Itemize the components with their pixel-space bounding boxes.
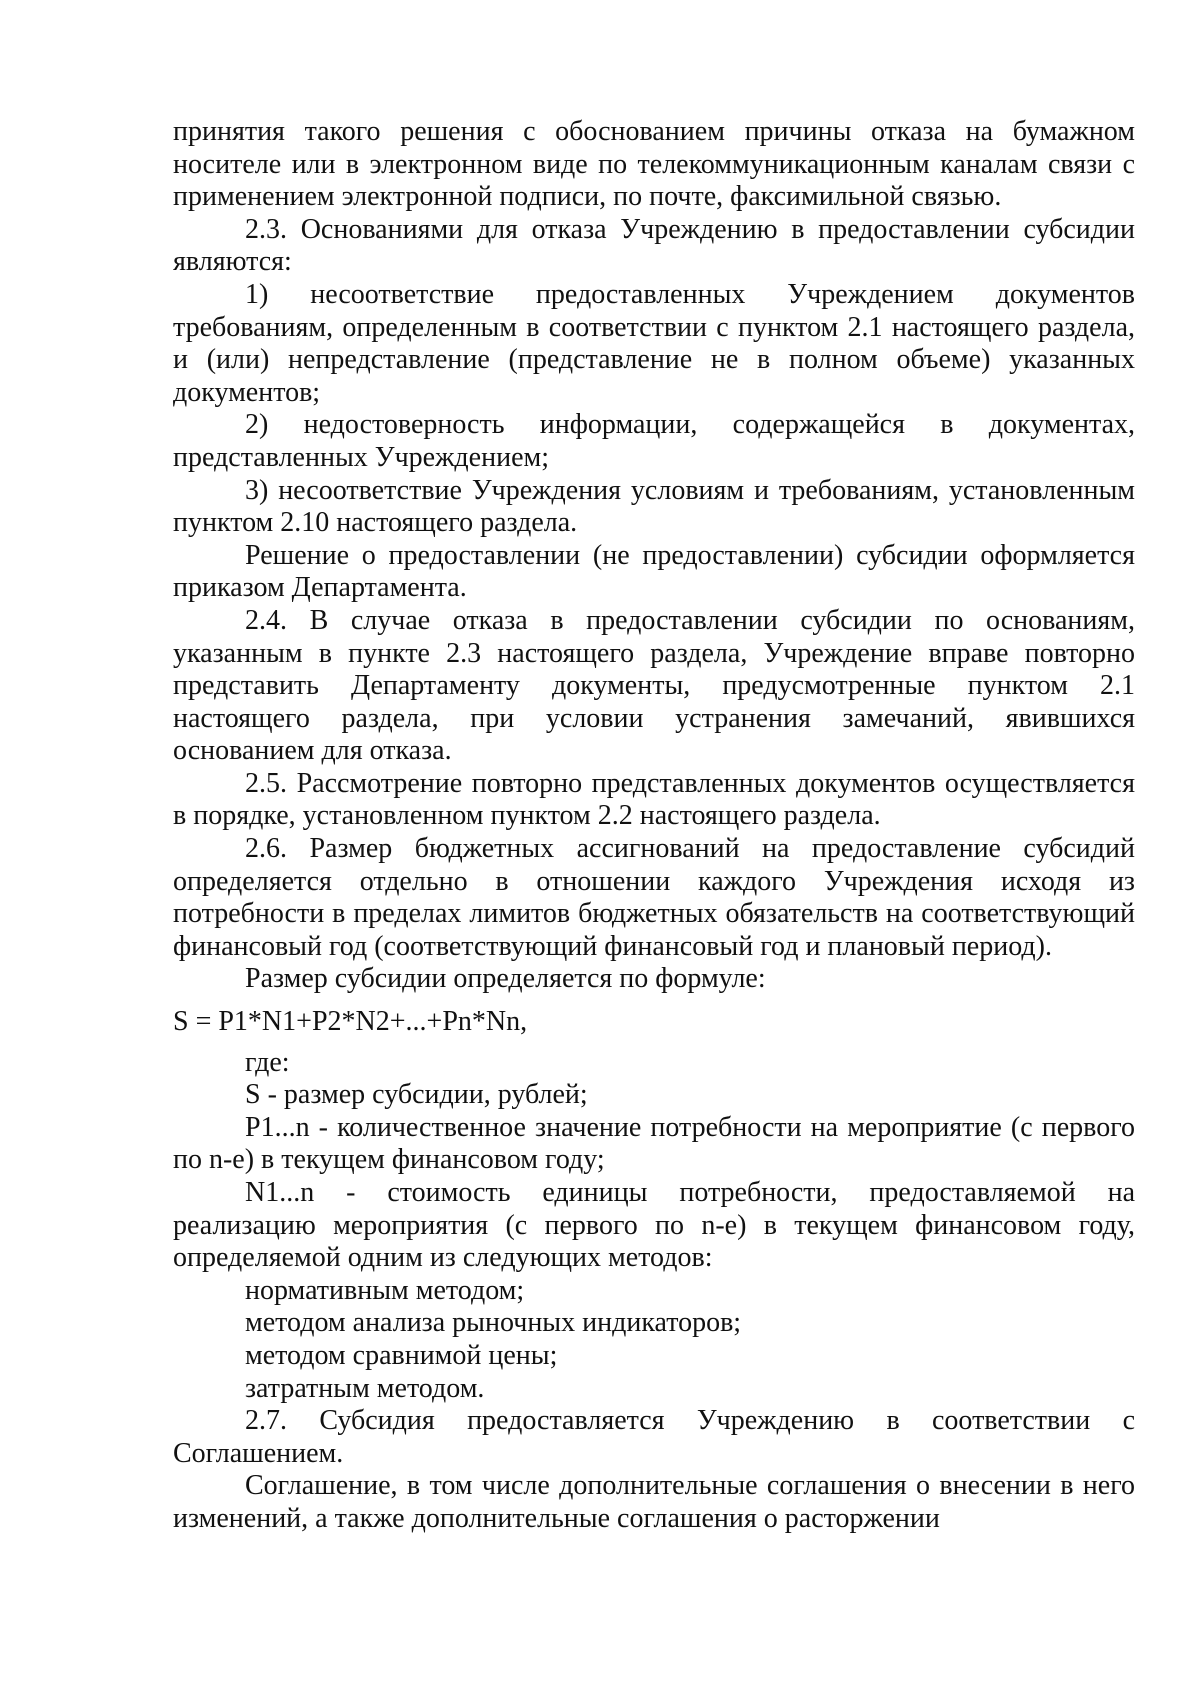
paragraph-2-7: 2.7. Субсидия предоставляется Учреждению в соответствии с Соглашением.	[173, 1405, 1135, 1469]
paragraph-rejection-notice: принятия такого решения с обоснованием причины отказа на бумажном носителе или в электронном виде по телекоммуникационным каналам связи с применением электронной подписи, по почте, факсимильной связью.	[173, 116, 1135, 213]
method-market-indicators: методом анализа рыночных индикаторов;	[245, 1307, 742, 1339]
definition-s: S - размер субсидии, рублей;	[245, 1079, 588, 1111]
definition-n: N1...n - стоимость единицы потребности, предоставляемой на реализацию мероприятия (с первого по n-е) в текущем финансовом году, определяемой одним из следующих методов:	[173, 1177, 1135, 1274]
subsidy-formula: S = P1*N1+P2*N2+...+Pn*Nn,	[173, 1006, 528, 1038]
paragraph-decision: Решение о предоставлении (не предоставлении) субсидии оформляется приказом Департамента.	[173, 539, 1135, 604]
definition-p: P1...n - количественное значение потребности на мероприятие (с первого по n-е) в текущем финансовом году;	[173, 1111, 1135, 1176]
list-item-ground-1: 1) несоответствие предоставленных Учреждением документов требованиям, определенным в соответствии с пунктом 2.1 настоящего раздела, и (или) непредставление (представление не в полном объеме) указанных документов;	[173, 278, 1135, 408]
list-item-ground-3: 3) несоответствие Учреждения условиям и требованиям, установленным пунктом 2.10 настоящего раздела.	[173, 474, 1135, 539]
paragraph-2-6: 2.6. Размер бюджетных ассигнований на предоставление субсидий определяется отдельно в отношении каждого Учреждения исходя из потребности в пределах лимитов бюджетных обязательств на соответствующий финансовый год (соответствующий финансовый год и плановый период).	[173, 833, 1135, 962]
method-cost: затратным методом.	[245, 1372, 485, 1404]
method-comparable-price: методом сравнимой цены;	[245, 1339, 558, 1371]
paragraph-agreement: Соглашение, в том числе дополнительные соглашения о внесении в него изменений, а также дополнительные соглашения о расторжении	[173, 1470, 1135, 1534]
method-normative: нормативным методом;	[245, 1274, 525, 1306]
paragraph-where: где:	[245, 1046, 290, 1078]
list-item-ground-2: 2) недостоверность информации, содержащейся в документах, представленных Учреждением;	[173, 409, 1135, 473]
paragraph-formula-intro: Размер субсидии определяется по формуле:	[245, 963, 766, 995]
paragraph-2-5: 2.5. Рассмотрение повторно представленных документов осуществляется в порядке, установленном пунктом 2.2 настоящего раздела.	[173, 767, 1135, 832]
paragraph-2-4: 2.4. В случае отказа в предоставлении субсидии по основаниям, указанным в пункте 2.3 настоящего раздела, Учреждение вправе повторно представить Департаменту документы, предусмотренные пунктом 2.1 настоящего раздела, при условии устранения замечаний, явившихся основанием для отказа.	[173, 604, 1135, 767]
paragraph-2-3: 2.3. Основаниями для отказа Учреждению в предоставлении субсидии являются:	[173, 213, 1135, 278]
document-page	[173, 116, 1135, 1536]
